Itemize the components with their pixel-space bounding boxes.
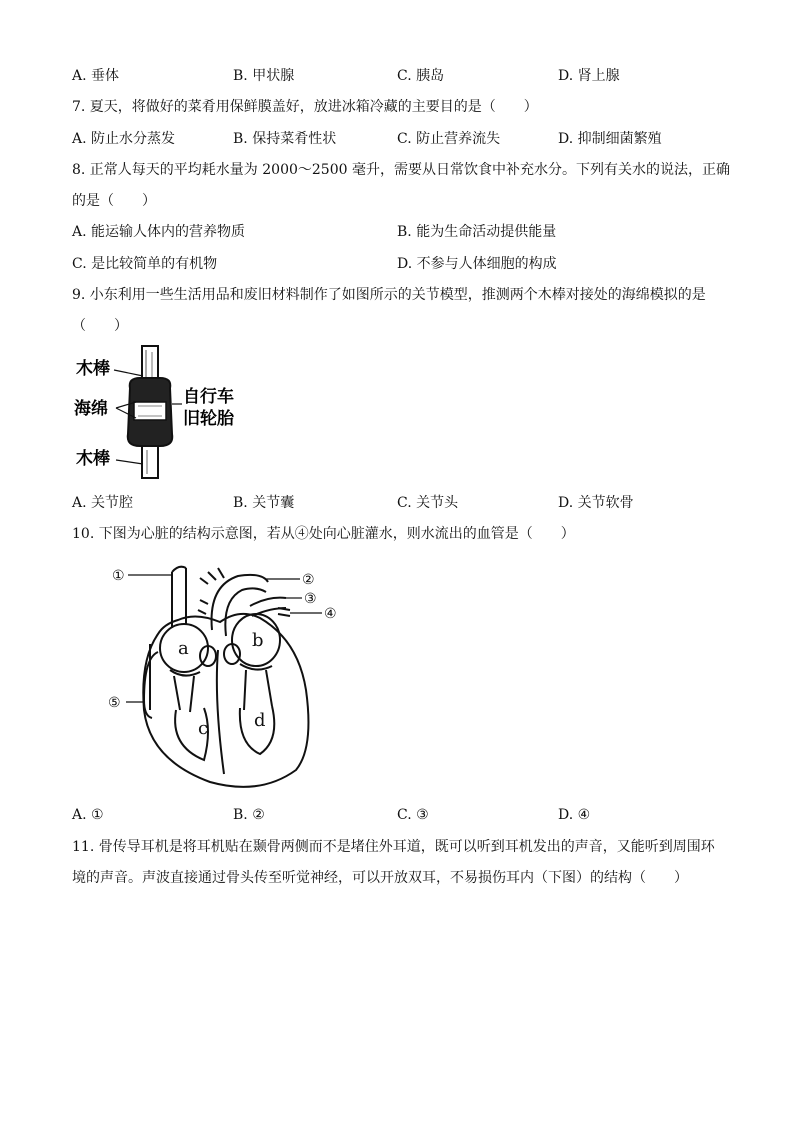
label-5: ⑤ [108, 695, 121, 711]
q11-stem-line1: 11. 骨传导耳机是将耳机贴在颞骨两侧而不是堵住外耳道，既可以听到耳机发出的声音，又能听到周围环 [72, 839, 715, 855]
q8-option-c: C. 是比较简单的有机物 [72, 256, 218, 272]
heart-diagram-figure [100, 560, 350, 790]
label-tire-line1: 自行车 [183, 387, 234, 407]
q6-option-b: B. 甲状腺 [233, 68, 295, 84]
label-bottom-stick: 木棒 [76, 449, 110, 469]
heart-outer-wall-shape [143, 614, 308, 787]
q10-option-a: A. ① [72, 807, 104, 823]
q7-option-c: C. 防止营养流失 [397, 131, 501, 147]
label-4: ④ [324, 606, 337, 622]
label-3: ③ [304, 591, 317, 607]
q9-stem-line1: 9. 小东利用一些生活用品和废旧材料制作了如图所示的关节模型，推测两个木棒对接处的海绵模拟的是 [72, 287, 706, 303]
q10-option-d: D. ④ [558, 807, 591, 823]
q8-stem-line1: 8. 正常人每天的平均耗水量为 2000～2500 毫升，需要从日常饮食中补充水分。下列有关水的说法，正确 [72, 162, 730, 178]
q11-stem-line2: 境的声音。声波直接通过骨头传至听觉神经，可以开放双耳，不易损伤耳内（下图）的结构（ ） [72, 870, 688, 886]
q10-option-b: B. ② [233, 807, 265, 823]
q7-option-a: A. 防止水分蒸发 [72, 131, 176, 147]
q9-stem-line2: （ ） [72, 318, 128, 334]
q8-option-d: D. 不参与人体细胞的构成 [397, 256, 557, 272]
q10-option-c: C. ③ [397, 807, 429, 823]
label-1: ① [112, 568, 125, 584]
q9-option-c: C. 关节头 [397, 495, 459, 511]
label-2: ② [302, 572, 315, 588]
label-sponge: 海绵 [74, 399, 108, 419]
label-top-stick: 木棒 [76, 359, 110, 379]
joint-model-figure [70, 342, 260, 482]
bottom-stick-shape [142, 446, 158, 478]
q8-stem-line2: 的是（ ） [72, 193, 156, 209]
q7-stem: 7. 夏天，将做好的菜肴用保鲜膜盖好，放进冰箱冷藏的主要目的是（ ） [72, 99, 538, 115]
label-a: a [178, 638, 189, 659]
q7-option-d: D. 抑制细菌繁殖 [558, 131, 662, 147]
sponge-shape [134, 402, 166, 420]
q7-option-b: B. 保持菜肴性状 [233, 131, 337, 147]
q9-option-d: D. 关节软骨 [558, 495, 634, 511]
q9-option-b: B. 关节囊 [233, 495, 295, 511]
q6-option-a: A. 垂体 [72, 68, 120, 84]
inferior-vena-cava-shape [144, 644, 158, 718]
q6-option-d: D. 肾上腺 [558, 68, 620, 84]
label-d: d [254, 710, 266, 731]
label-tire-line2: 旧轮胎 [183, 409, 234, 429]
label-c: c [198, 718, 209, 739]
q8-option-b: B. 能为生命活动提供能量 [397, 224, 557, 240]
label-b: b [252, 630, 264, 651]
q9-option-a: A. 关节腔 [72, 495, 134, 511]
q6-option-c: C. 胰岛 [397, 68, 445, 84]
q8-option-a: A. 能运输人体内的营养物质 [72, 224, 246, 240]
q10-stem: 10. 下图为心脏的结构示意图，若从④处向心脏灌水，则水流出的血管是（ ） [72, 526, 575, 542]
